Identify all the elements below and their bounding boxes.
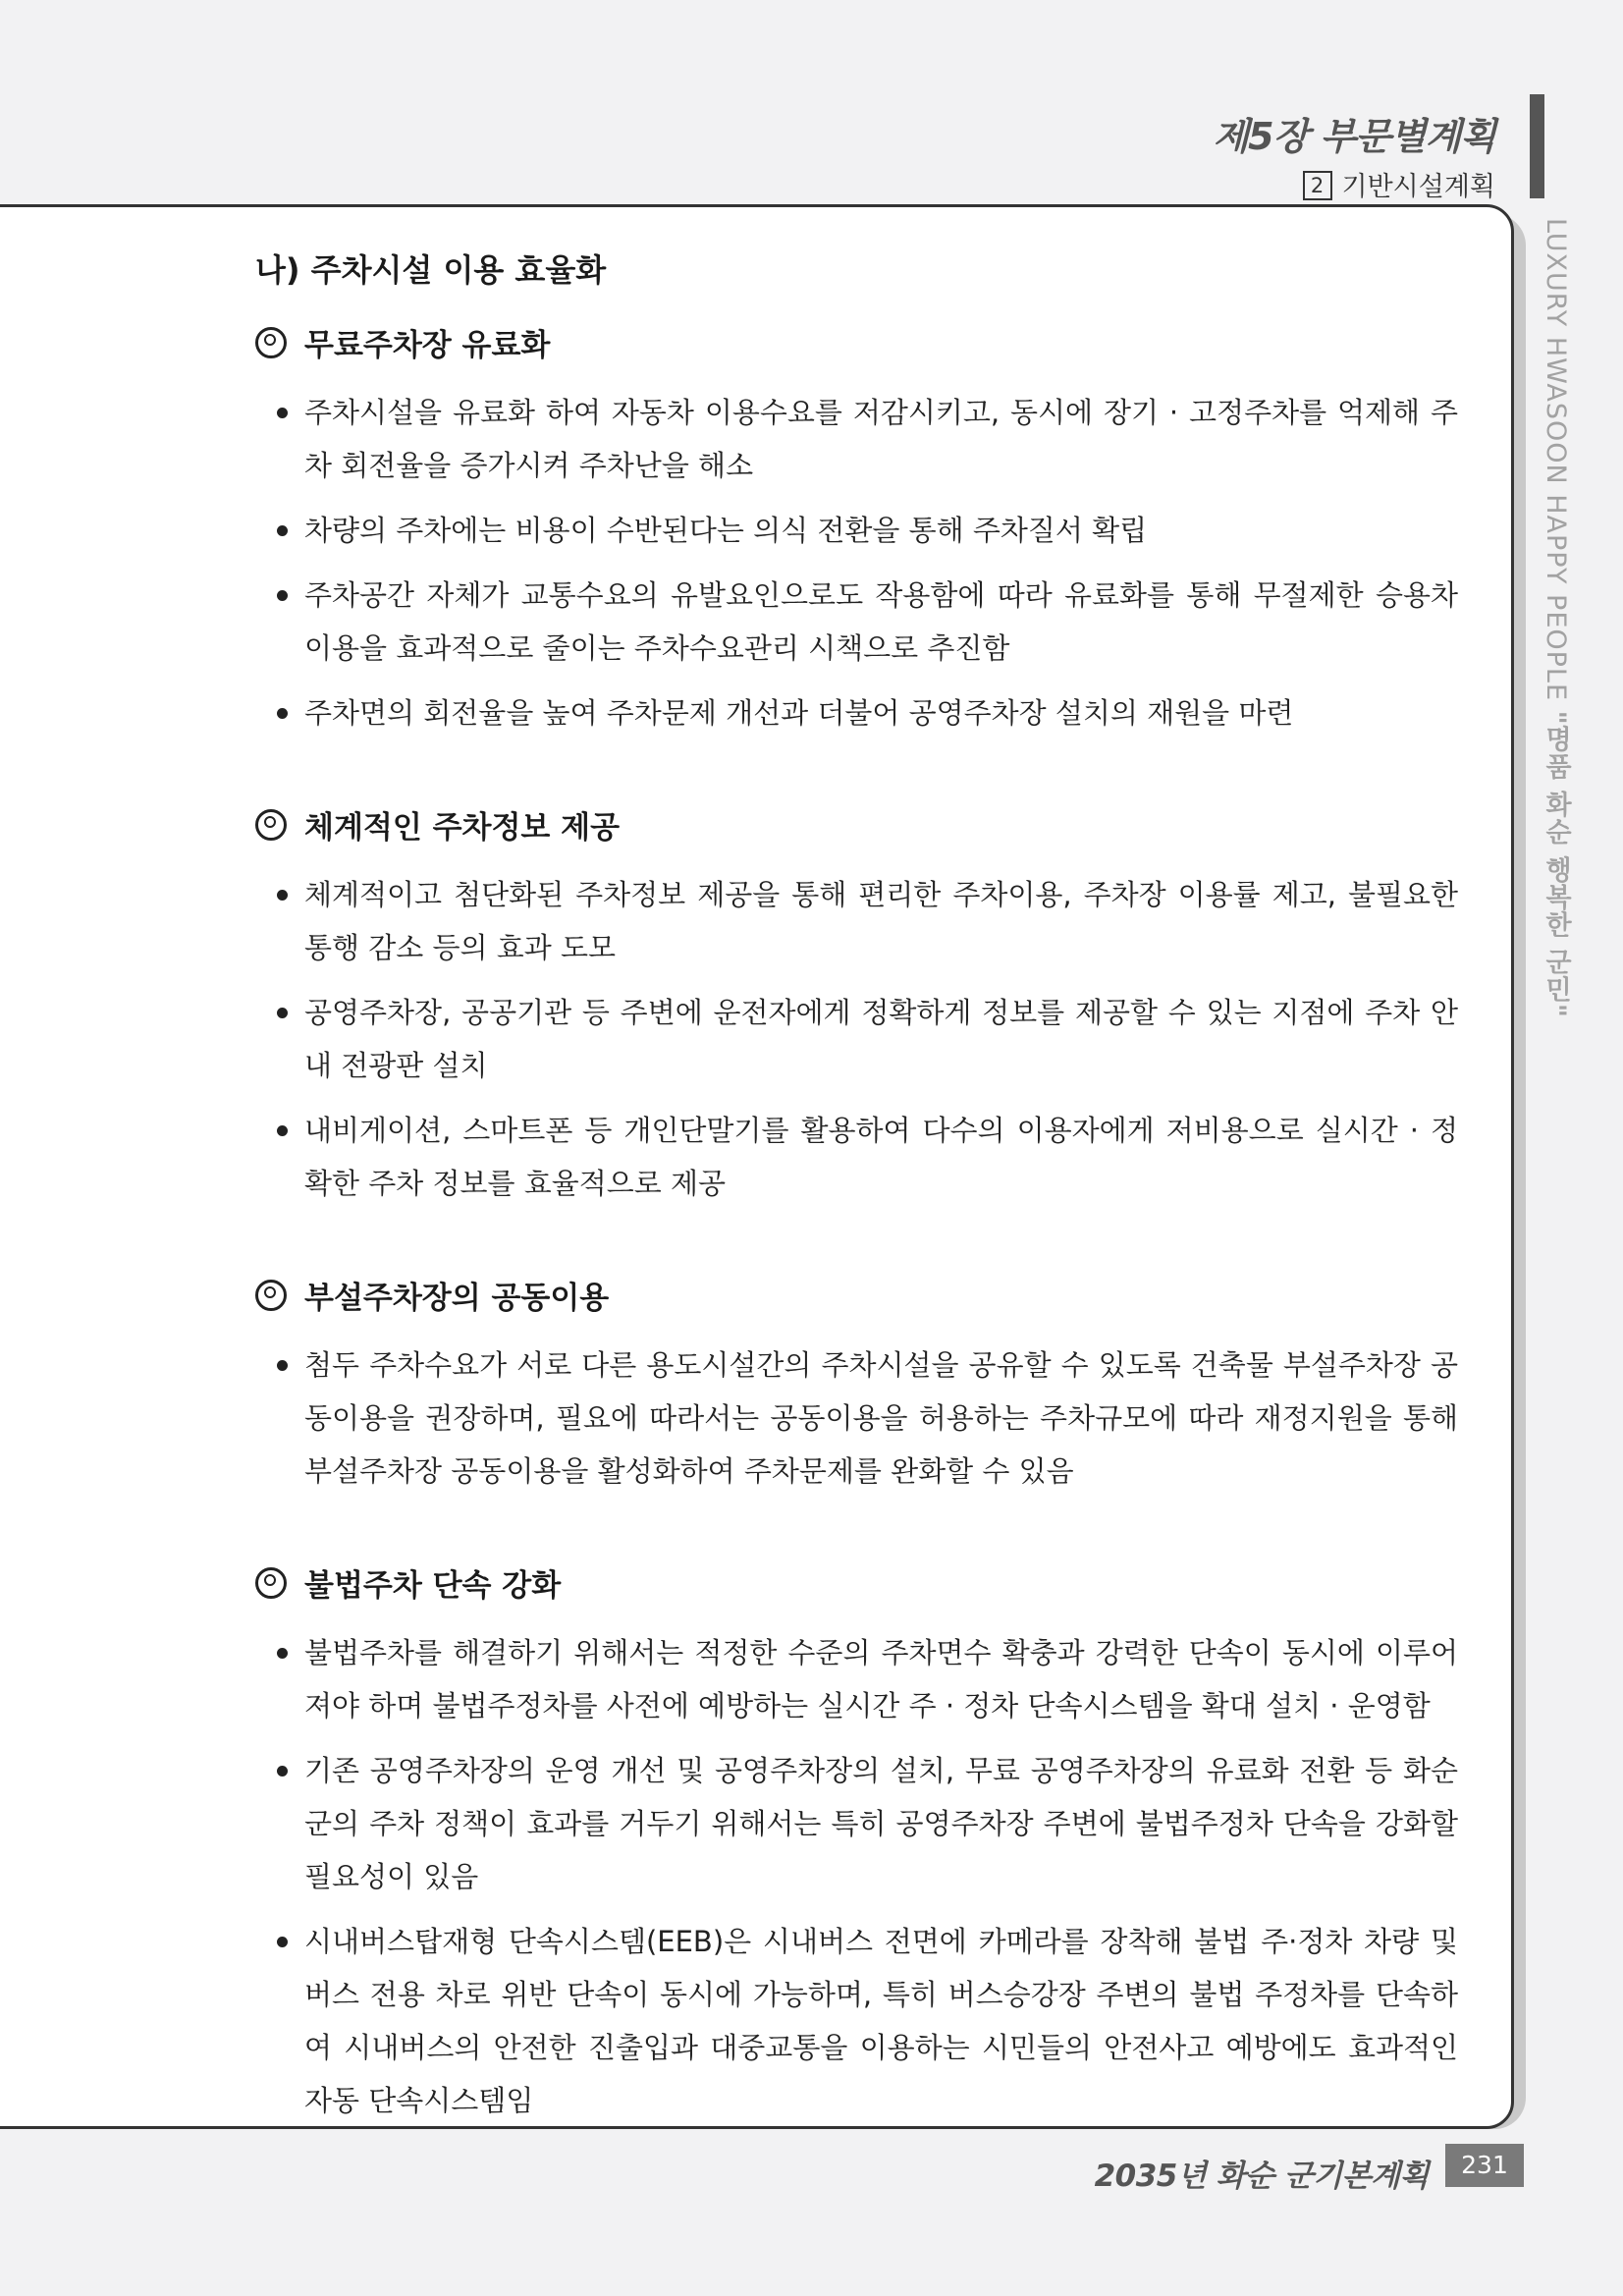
subsection-heading <box>255 1273 1458 1317</box>
bullet-list <box>255 386 1458 739</box>
bullet-item: 주차면의 회전율을 높여 주차문제 개선과 더불어 공영주차장 설치의 재원을 마련 <box>255 686 1458 739</box>
side-slogan <box>1537 218 1575 1018</box>
bullet-item: 첨두 주차수요가 서로 다른 용도시설간의 주차시설을 공유할 수 있도록 건축물 부설주차장 공동이용을 권장하며, 필요에 따라서는 공동이용을 허용하는 주차규모에 따라 재정지원을 통해 부설주차장 공동이용을 활성화하여 주차문제를 완화할 수 있음 <box>255 1339 1458 1498</box>
circle-bullet-icon <box>255 1567 287 1599</box>
page-number: 231 <box>1445 2144 1524 2187</box>
chapter-sub-title: 기반시설계획 <box>1341 172 1495 202</box>
subsection-heading <box>255 1560 1458 1605</box>
bullet-list <box>255 1626 1458 2127</box>
bullet-item: 공영주차장, 공공기관 등 주변에 운전자에게 정확하게 정보를 제공할 수 있는 지점에 주차 안내 전광판 설치 <box>255 986 1458 1092</box>
section-groups <box>255 320 1458 2127</box>
page-content <box>255 246 1458 2190</box>
subsection-heading-text: 무료주차장 유료화 <box>304 328 551 363</box>
subsection-heading-text: 부설주차장의 공동이용 <box>304 1281 610 1316</box>
subsection <box>255 1273 1458 1498</box>
subsection <box>255 802 1458 1210</box>
chapter-sub-number: 2 <box>1303 171 1332 200</box>
bullet-item: 체계적이고 첨단화된 주차정보 제공을 통해 편리한 주차이용, 주차장 이용률 제고, 불필요한 통행 감소 등의 효과 도모 <box>255 868 1458 974</box>
bullet-item: 주차공간 자체가 교통수요의 유발요인으로도 작용함에 따라 유료화를 통해 무절제한 승용차 이용을 효과적으로 줄이는 주차수요관리 시책으로 추진함 <box>255 569 1458 675</box>
circle-bullet-icon <box>255 1280 287 1311</box>
chapter-title: 제5장 부문별계획 <box>1213 115 1495 158</box>
circle-bullet-icon <box>255 327 287 358</box>
bullet-list <box>255 868 1458 1210</box>
chapter-marker-bar <box>1530 94 1544 198</box>
subsection <box>255 320 1458 739</box>
bullet-list <box>255 1339 1458 1498</box>
bullet-item: 주차시설을 유료화 하여 자동차 이용수요를 저감시키고, 동시에 장기 · 고정주차를 억제해 주차 회전율을 증가시켜 주차난을 해소 <box>255 386 1458 492</box>
bullet-item: 불법주차를 해결하기 위해서는 적정한 수준의 주차면수 확충과 강력한 단속이 동시에 이루어져야 하며 불법주정차를 사전에 예방하는 실시간 주 · 정차 단속시스템을 확대 설치 · 운영함 <box>255 1626 1458 1732</box>
subsection <box>255 1560 1458 2127</box>
bullet-item: 차량의 주차에는 비용이 수반된다는 의식 전환을 통해 주차질서 확립 <box>255 504 1458 557</box>
footer-title: 2035년 화순 군기본계획 <box>1094 2159 1429 2194</box>
section-title: 나) 주차시설 이용 효율화 <box>255 251 607 289</box>
bullet-item: 기존 공영주차장의 운영 개선 및 공영주차장의 설치, 무료 공영주차장의 유료화 전환 등 화순군의 주차 정책이 효과를 거두기 위해서는 특히 공영주차장 주변에 불법주정차 단속을 강화할 필요성이 있음 <box>255 1744 1458 1903</box>
side-slogan-korean: "명품 화순 행복한 군민" <box>1541 710 1571 1018</box>
circle-bullet-icon <box>255 809 287 841</box>
side-slogan-english: LUXURY HWASOON HAPPY PEOPLE <box>1541 218 1571 702</box>
subsection-heading-text: 체계적인 주차정보 제공 <box>304 810 621 846</box>
chapter-subtitle <box>1303 165 1496 203</box>
subsection-heading-text: 불법주차 단속 강화 <box>304 1568 562 1604</box>
bullet-item: 내비게이션, 스마트폰 등 개인단말기를 활용하여 다수의 이용자에게 저비용으로 실시간 · 정확한 주차 정보를 효율적으로 제공 <box>255 1104 1458 1210</box>
subsection-heading <box>255 320 1458 364</box>
subsection-heading <box>255 802 1458 847</box>
bullet-item: 시내버스탑재형 단속시스템(EEB)은 시내버스 전면에 카메라를 장착해 불법 주·정차 차량 및 버스 전용 차로 위반 단속이 동시에 가능하며, 특히 버스승강장 주변의 불법 주정차를 단속하여 시내버스의 안전한 진출입과 대중교통을 이용하는 시민들의 안전사고 예방에도 효과적인 자동 단속시스템임 <box>255 1915 1458 2127</box>
